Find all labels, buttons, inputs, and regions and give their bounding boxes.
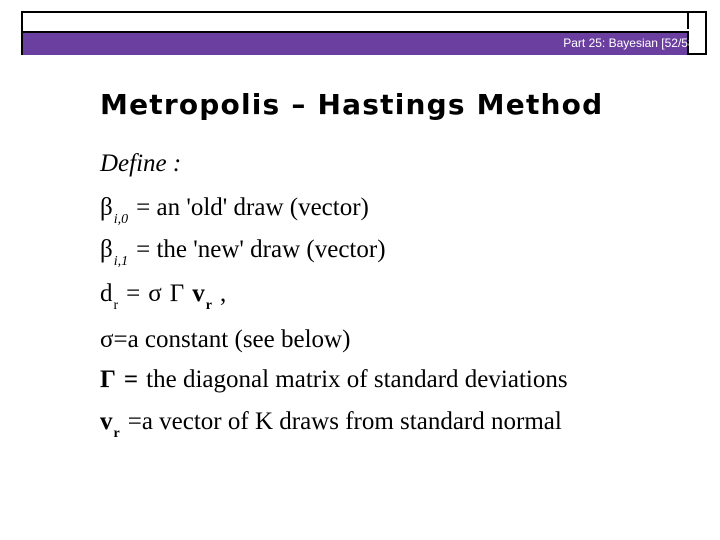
beta-old-subscript: i,0 (113, 212, 129, 227)
gamma-equals: = (123, 366, 139, 393)
d-r-gamma: Γ (169, 280, 185, 307)
beta-old-text: = an 'old' draw (vector) (136, 194, 369, 221)
gamma-symbol: Γ (100, 366, 116, 393)
d-r-symbol: d (100, 280, 113, 307)
gamma-line (100, 366, 568, 394)
d-r-subscript: r (113, 298, 119, 313)
v-subscript: r (113, 426, 120, 441)
sigma-symbol: σ (100, 326, 114, 353)
slide-title: Metropolis – Hastings Method (100, 88, 604, 121)
d-r-equals: = (126, 280, 141, 307)
v-line (100, 408, 562, 441)
d-r-sigma: σ (148, 280, 162, 307)
beta-new-text: = the 'new' draw (vector) (136, 236, 386, 263)
beta-old-line (100, 194, 369, 227)
gamma-text: the diagonal matrix of standard deviations (146, 366, 568, 393)
d-r-v-subscript: r (205, 298, 212, 313)
sigma-line (100, 326, 350, 354)
beta-new-subscript: i,1 (113, 254, 129, 269)
define-label: Define : (100, 150, 182, 177)
beta-old-symbol: β (100, 194, 113, 221)
beta-new-symbol: β (100, 236, 113, 263)
d-r-comma: , (219, 280, 227, 307)
v-symbol: v (100, 408, 113, 435)
d-r-v: v (192, 280, 205, 307)
slide-header-label: Part 25: Bayesian [52/58] (563, 36, 698, 50)
d-r-line (100, 280, 227, 313)
sigma-text: =a constant (see below) (113, 326, 351, 353)
beta-new-line (100, 236, 386, 269)
v-text: =a vector of K draws from standard normal (127, 408, 562, 435)
define-line (100, 150, 181, 178)
header-bar-top-strip (23, 13, 689, 29)
